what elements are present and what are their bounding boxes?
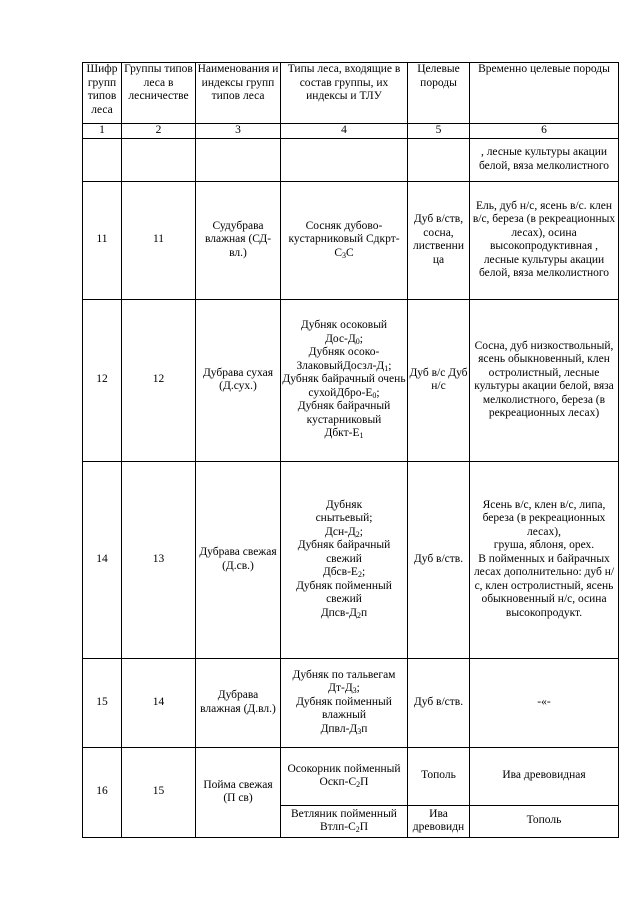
empty-cell <box>281 138 408 181</box>
header-group: Группы типов леса в лесничестве <box>122 63 196 124</box>
table-row <box>83 461 619 658</box>
group-cell: 11 <box>122 181 196 299</box>
header-name: Наименования и индексы групп типов леса <box>196 63 281 124</box>
types-cell: Дубняк по тальвегам $Дт-Д_3$; Дубняк пойменный влажный Дпвл-$Д_3п$ <box>281 658 408 747</box>
header-temporary: Временно целевые породы <box>470 63 619 124</box>
empty-cell <box>83 138 122 181</box>
name-cell: Судубрава влажная (СД-вл.) <box>196 181 281 299</box>
temporary-cell: Тополь <box>470 805 619 837</box>
temporary-cell: Ясень в/с, клен в/с, липа, береза (в рекреационных лесах), груша, яблоня, орех. В пойменных и байрачных лесах дополнительно: дуб н/с, клен остролистный, ясень обыкновенный н/с, осина высокопродукт. <box>470 461 619 658</box>
cipher-cell: 14 <box>83 461 122 658</box>
cipher-cell: 15 <box>83 658 122 747</box>
types-cell: Дубняк осоковый Дос-$Д_0$; Дубняк осоко-$ЗлаковыйДосзл-Д_1$; Дубняк байрачный очень сухойДбро-$Е_0$; Дубняк байрачный кустарниковый Дбкт-$Е_1$ <box>281 299 408 461</box>
target-cell: Тополь <box>408 747 470 805</box>
table-row <box>83 747 619 805</box>
types-cell: Сосняк дубово-кустарниковый Сдкрт-$С_3С$ <box>281 181 408 299</box>
empty-cell <box>122 138 196 181</box>
column-number: 4 <box>281 124 408 139</box>
continuation-row <box>83 138 619 181</box>
column-number: 6 <box>470 124 619 139</box>
header-row <box>83 63 619 124</box>
temporary-cell: Сосна, дуб низкоствольный, ясень обыкновенный, клен остролистный, лесные культуры акации белой, вяза мелколистного, береза (в рекреационных лесах) <box>470 299 619 461</box>
continuation-temporary: , лесные культуры акации белой, вяза мелколистного <box>470 138 619 181</box>
types-cell: Осокорник пойменный Оскп-$С_2П$ <box>281 747 408 805</box>
target-cell: Дуб в/ств. <box>408 461 470 658</box>
empty-cell <box>408 138 470 181</box>
temporary-cell: Ива древовидная <box>470 747 619 805</box>
header-target: Целевые породы <box>408 63 470 124</box>
temporary-cell: Ель, дуб н/с, ясень в/с. клен в/с, береза (в рекреационных лесах), осина высокопродуктивная , лесные культуры акации белой, вяза мелколистного <box>470 181 619 299</box>
types-cell: Ветляник пойменный Втлп-$С_2П$ <box>281 805 408 837</box>
column-number: 1 <box>83 124 122 139</box>
target-cell: Ива древовидн <box>408 805 470 837</box>
empty-cell <box>196 138 281 181</box>
column-number: 3 <box>196 124 281 139</box>
header-cipher: Шифр групп типов леса <box>83 63 122 124</box>
name-cell: Дубрава влажная (Д.вл.) <box>196 658 281 747</box>
name-cell: Дубрава свежая (Д.св.) <box>196 461 281 658</box>
temporary-cell: -«- <box>470 658 619 747</box>
cipher-cell: 16 <box>83 747 122 837</box>
group-cell: 12 <box>122 299 196 461</box>
table-row <box>83 658 619 747</box>
table-row <box>83 299 619 461</box>
name-cell: Пойма свежая (П св) <box>196 747 281 837</box>
name-cell: Дубрава сухая (Д.сух.) <box>196 299 281 461</box>
group-cell: 13 <box>122 461 196 658</box>
group-cell: 14 <box>122 658 196 747</box>
column-number: 5 <box>408 124 470 139</box>
cipher-cell: 11 <box>83 181 122 299</box>
column-number-row <box>83 124 619 139</box>
types-cell: Дубняк снытьевый; Дсн-$Д_2$; Дубняк байрачный свежий Дбсв-$Е_2$; Дубняк пойменный свежий Дпсв-$Д_2п$ <box>281 461 408 658</box>
column-number: 2 <box>122 124 196 139</box>
target-cell: Дуб в/ств. <box>408 658 470 747</box>
table-row <box>83 181 619 299</box>
forest-types-table <box>82 62 619 838</box>
target-cell: Дуб в/с Дуб н/с <box>408 299 470 461</box>
group-cell: 15 <box>122 747 196 837</box>
cipher-cell: 12 <box>83 299 122 461</box>
header-types: Типы леса, входящие в состав группы, их индексы и ТЛУ <box>281 63 408 124</box>
target-cell: Дуб в/ств, сосна, лиственни ца <box>408 181 470 299</box>
